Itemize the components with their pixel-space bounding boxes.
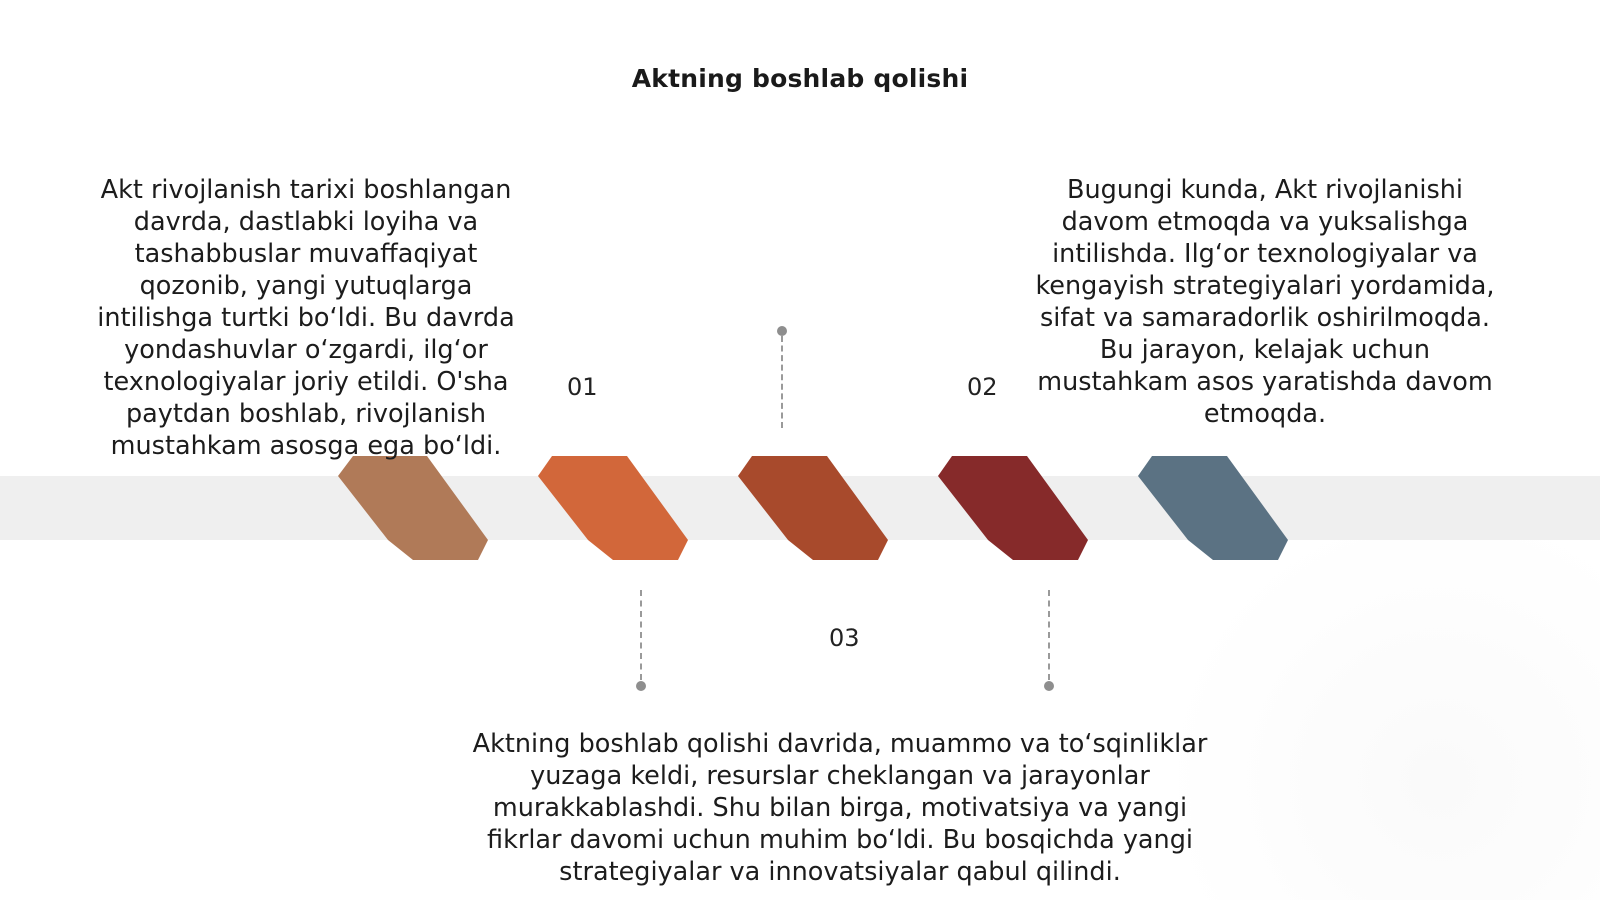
- step-text-02: Bugungi kunda, Akt rivojlanishi davom etmoqda va yuksalishga intilishda. Ilg‘or texnologiyalar va kengayish strategiyalari yordamida, sifat va samaradorlik oshirilmoqda. Bu jarayon, kelajak uchun mustahkam asos yaratishda davom etmoqda.: [1035, 175, 1495, 429]
- step-number-02: 02: [967, 373, 998, 401]
- step-number-01: 01: [567, 373, 598, 401]
- page-title: Aktning boshlab qolishi: [631, 64, 969, 93]
- chevron-3: [738, 456, 888, 560]
- connector-line-bottom-left: [640, 590, 642, 680]
- chevron-2: [538, 456, 688, 560]
- connector-dot-bottom-left: [636, 681, 646, 691]
- chevron-5: [1138, 456, 1288, 560]
- step-text-01: Akt rivojlanish tarixi boshlangan davrda, dastlabki loyiha va tashabbuslar muvaffaqiyat qozonib, yangi yutuqlarga intilishga turtki bo‘ldi. Bu davrda yondashuvlar o‘zgardi, ilg‘or texnologiyalar joriy etildi. O'sha paytdan boshlab, rivojlanish mustahkam asosga ega bo‘ldi.: [97, 175, 515, 461]
- connector-line-top: [781, 336, 783, 428]
- connector-dot-top: [777, 326, 787, 336]
- connector-line-bottom-right: [1048, 590, 1050, 680]
- chevron-4: [938, 456, 1088, 560]
- step-text-03: Aktning boshlab qolishi davrida, muammo va to‘sqinliklar yuzaga keldi, resurslar cheklangan va jarayonlar murakkablashdi. Shu bilan birga, motivatsiya va yangi fikrlar davomi uchun muhim bo‘ldi. Bu bosqichda yangi strategiyalar va innovatsiyalar qabul qilindi.: [472, 729, 1208, 887]
- chevron-1: [338, 456, 488, 560]
- connector-dot-bottom-right: [1044, 681, 1054, 691]
- step-number-03: 03: [829, 624, 860, 652]
